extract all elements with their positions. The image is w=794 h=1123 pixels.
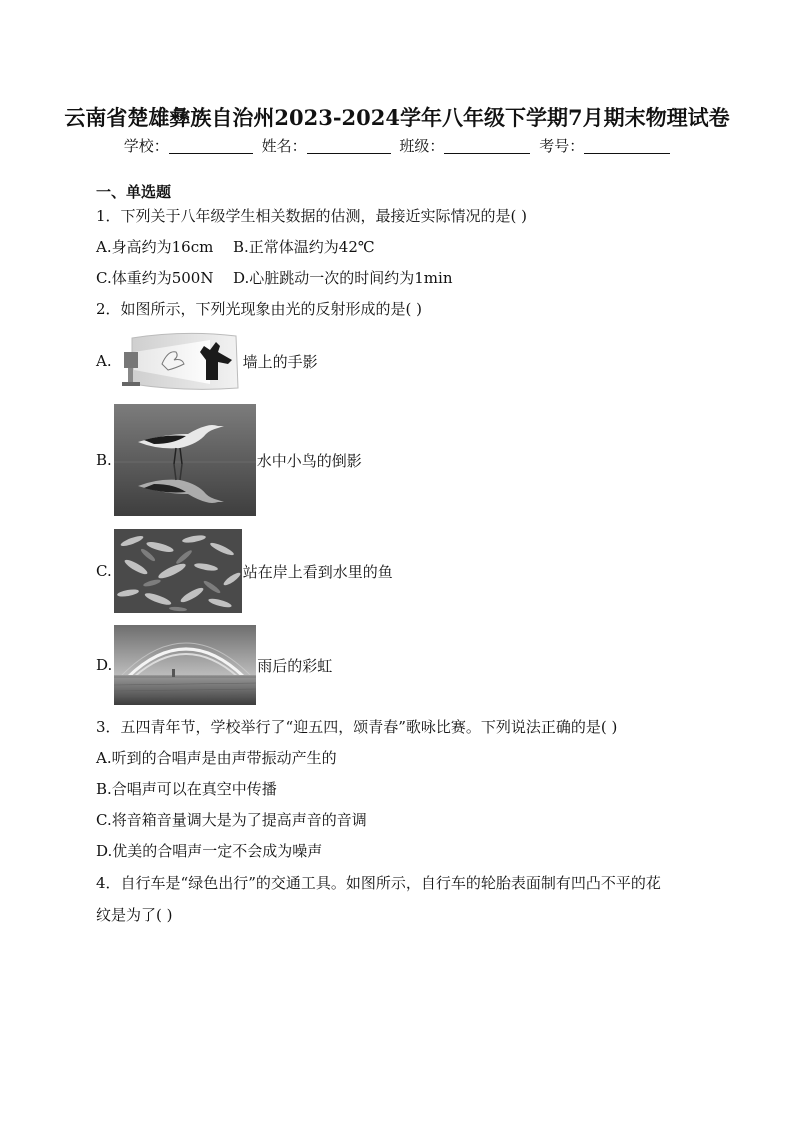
q3-option-b: B.合唱声可以在真空中传播 [96,780,277,798]
q2-option-a-text: 墙上的手影 [242,352,318,371]
q3-option-c: C.将音箱音量调大是为了提高声音的音调 [96,811,367,829]
q1-option-c: C.体重约为500N [96,269,214,287]
class-label: 班级： [399,137,445,155]
q1-option-d: D.心脏跳动一次的时间约为1min [233,269,453,287]
school-label: 学校： [123,137,169,155]
student-info-row [0,135,794,156]
name-blank[interactable] [307,139,391,154]
exam-number-field [539,135,670,156]
q4-stem-line-2: 纹是为了( ) [96,906,173,924]
q1-stem: 1．下列关于八年级学生相关数据的估测，最接近实际情况的是( ) [96,207,528,225]
exam-number-blank[interactable] [584,139,670,154]
section-title: 一、单选题 [96,183,172,201]
q2-option-b-text: 水中小鸟的倒影 [256,451,362,470]
q2-option-c-letter: C. [96,562,112,580]
q2-option-a [96,330,318,392]
page-title: 云南省楚雄彝族自治州2023-2024学年八年级下学期7月期末物理试卷 [64,105,730,130]
name-field [262,135,391,156]
exam-number-label: 考号： [539,137,585,155]
q1-option-a: A.身高约为16cm [96,238,214,256]
q2-option-b [96,404,362,516]
q3-option-d: D.优美的合唱声一定不会成为噪声 [96,842,323,860]
name-label: 姓名： [261,137,307,155]
bird-reflection-image [114,404,256,516]
class-field [399,135,530,156]
q2-option-d-letter: D. [96,656,113,674]
q3-option-a: A.听到的合唱声是由声带振动产生的 [96,749,337,767]
q2-option-c [96,529,393,613]
class-blank[interactable] [444,139,530,154]
school-field [124,135,253,156]
rainbow-image [114,625,256,705]
fish-in-water-image [114,529,242,613]
q2-option-d [96,625,332,705]
q2-option-b-letter: B. [96,451,112,469]
q2-option-d-text: 雨后的彩虹 [257,656,333,675]
q1-option-b: B.正常体温约为42℃ [233,238,375,256]
q2-option-a-letter: A. [96,352,112,370]
school-blank[interactable] [169,139,253,154]
q4-stem-line-1: 4．自行车是“绿色出行”的交通工具。如图所示，自行车的轮胎表面制有凹凸不平的花 [96,874,661,892]
shadow-puppet-image [114,330,242,392]
q3-stem: 3．五四青年节，学校举行了“迎五四，颂青春”歌咏比赛。下列说法正确的是( ) [96,718,618,736]
q2-stem: 2．如图所示，下列光现象由光的反射形成的是( ) [96,300,423,318]
q2-option-c-text: 站在岸上看到水里的鱼 [242,562,393,581]
